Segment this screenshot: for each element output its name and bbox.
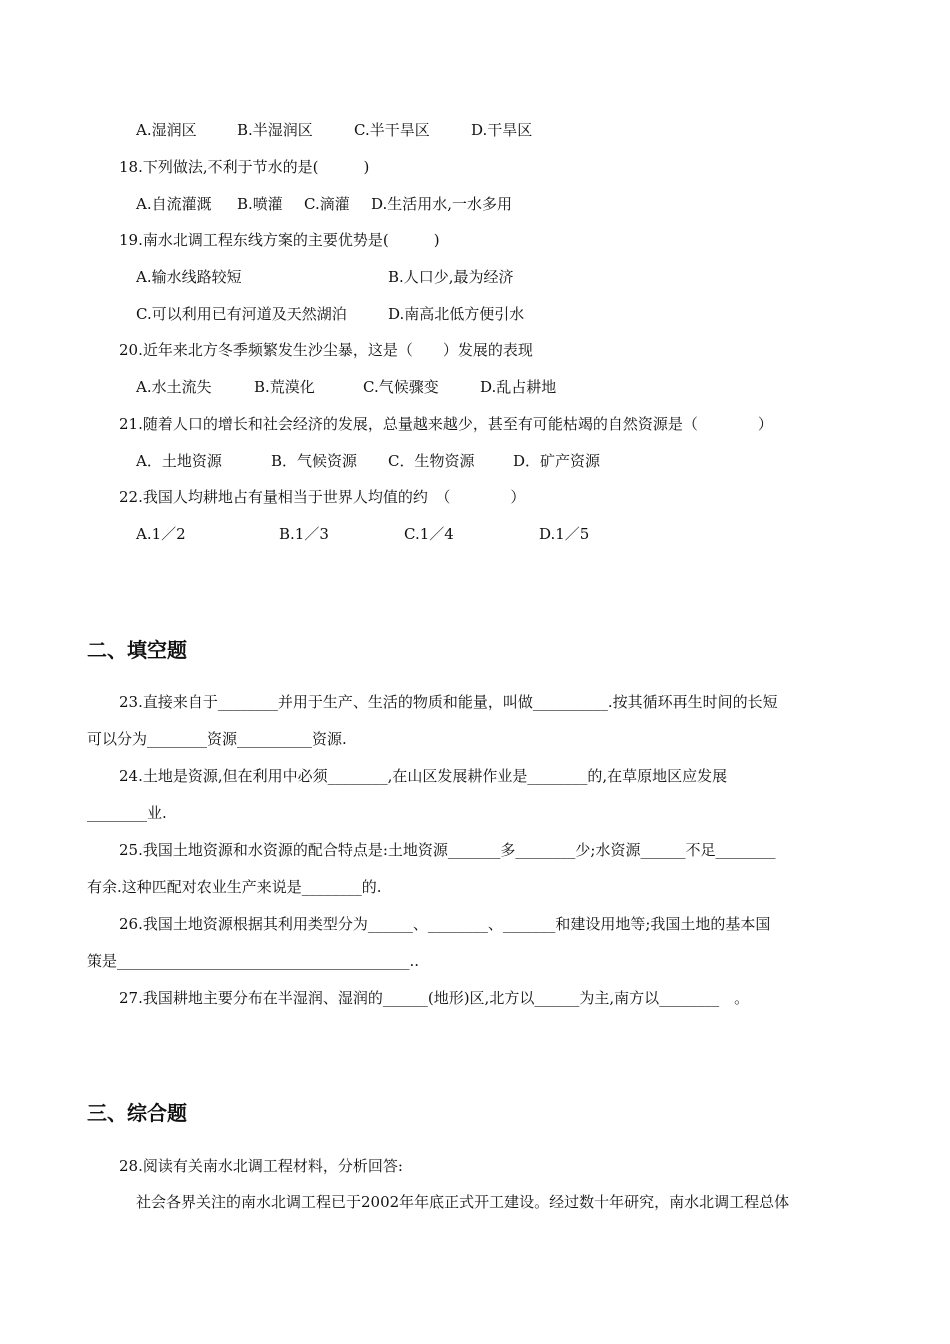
section-heading-comprehensive: 三、综合题	[87, 1101, 187, 1125]
q20-option-b: B.荒漠化	[254, 378, 315, 396]
q18-option-c: C.滴灌	[304, 195, 350, 213]
q18-stem: 18.下列做法,不利于节水的是( )	[119, 158, 370, 176]
q20-option-a: A.水土流失	[136, 378, 212, 396]
q18-option-d: D.生活用水,一水多用	[371, 195, 513, 213]
q22-option-c: C.1／4	[404, 525, 454, 543]
q20-option-d: D.乱占耕地	[480, 378, 557, 396]
q26-line-2: 策是_______________________________________..	[87, 952, 420, 970]
q19-option-c: C.可以利用已有河道及天然湖泊	[136, 305, 347, 323]
q21-option-b: B．气候资源	[271, 452, 358, 470]
q21-stem: 21.随着人口的增长和社会经济的发展，总量越来越少，甚至有可能枯竭的自然资源是（ ）	[119, 415, 773, 433]
q21-option-c: C．生物资源	[388, 452, 475, 470]
q24-line-1: 24.土地是资源,但在利用中必须________,在山区发展耕作业是________的,在草原地区应发展	[119, 767, 728, 785]
q17-option-b: B.半湿润区	[237, 121, 313, 139]
q23-line-1: 23.直接来自于________并用于生产、生活的物质和能量，叫做__________.按其循环再生时间的长短	[119, 693, 778, 711]
section-heading-fill-in: 二、填空题	[87, 638, 187, 662]
q28-paragraph: 社会各界关注的南水北调工程已于2002年年底正式开工建设。经过数十年研究，南水北调工程总体	[136, 1193, 790, 1211]
q21-option-a: A．土地资源	[136, 452, 222, 470]
q25-line-2: 有余.这种匹配对农业生产来说是________的.	[87, 878, 382, 896]
q23-line-2: 可以分为________资源__________资源.	[87, 730, 347, 748]
q22-stem: 22.我国人均耕地占有量相当于世界人均值的约 （ ）	[119, 488, 526, 506]
q22-option-a: A.1／2	[136, 525, 186, 543]
q19-option-a: A.输水线路较短	[136, 268, 242, 286]
q19-option-b: B.人口少,最为经济	[388, 268, 514, 286]
q17-option-a: A.湿润区	[136, 121, 197, 139]
q26-line-1: 26.我国土地资源根据其利用类型分为______、________、_______和建设用地等;我国土地的基本国	[119, 915, 771, 933]
q22-option-d: D.1／5	[539, 525, 590, 543]
q20-option-c: C.气候骤变	[363, 378, 439, 396]
q21-option-d: D．矿产资源	[513, 452, 601, 470]
q22-option-b: B.1／3	[279, 525, 329, 543]
q18-option-b: B.喷灌	[237, 195, 283, 213]
q18-option-a: A.自流灌溉	[136, 195, 212, 213]
q19-stem: 19.南水北调工程东线方案的主要优势是( )	[119, 231, 440, 249]
q28-stem: 28.阅读有关南水北调工程材料，分析回答:	[119, 1157, 403, 1175]
q27-line-1: 27.我国耕地主要分布在半湿润、湿润的______(地形)区,北方以______为主,南方以________ 。	[119, 989, 750, 1007]
q17-option-d: D.干旱区	[471, 121, 533, 139]
q25-line-1: 25.我国土地资源和水资源的配合特点是:土地资源_______多________少;水资源______不足________	[119, 841, 776, 859]
q17-option-c: C.半干旱区	[354, 121, 430, 139]
q20-stem: 20.近年来北方冬季频繁发生沙尘暴，这是（ ）发展的表现	[119, 341, 533, 359]
q24-line-2: ________业.	[87, 804, 167, 822]
q19-option-d: D.南高北低方便引水	[388, 305, 525, 323]
